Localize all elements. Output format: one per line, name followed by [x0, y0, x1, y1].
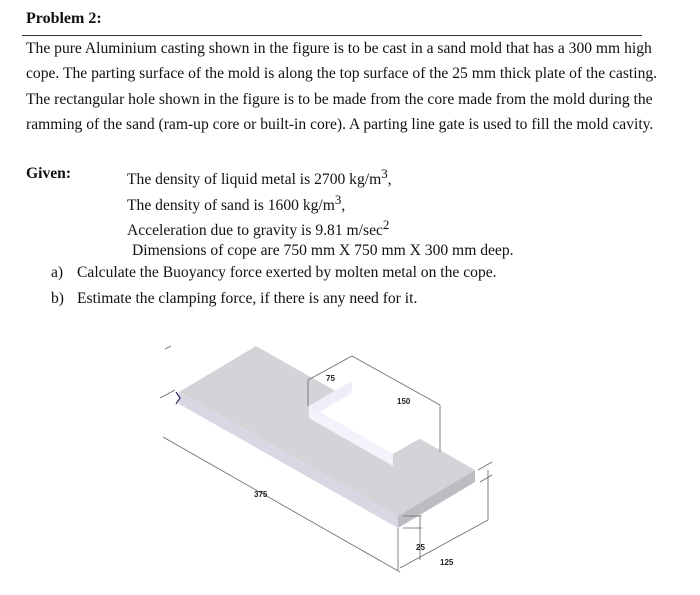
problem-statement: The pure Aluminium casting shown in the figure is to be cast in a sand mold that has a 300 mm high cope. The parting surface of the mold is along the top surface of the 25 mm thick plate of the casting. The rectangular hole shown in the figure is to be made from the core made from the mold during the ramming of the sand (ram-up core or built-in core). A parting line gate is used to fill the mold cavity.	[26, 40, 658, 133]
dim-25: 25	[416, 543, 425, 552]
given-cope-dimensions: Dimensions of cope are 750 mm X 750 mm X 300 mm deep.	[132, 241, 514, 259]
dim-75: 75	[326, 374, 335, 383]
given-list	[127, 161, 514, 263]
given-gravity: Acceleration due to gravity is 9.81 $m/\sec^2$	[127, 217, 390, 240]
question-a: a) Calculate the Buoyancy force exerted by molten metal on the cope.	[51, 264, 497, 281]
casting-figure	[150, 330, 650, 585]
question-b: b) Estimate the clamping force, if there is any need for it.	[51, 290, 418, 307]
given-sand-density: The density of sand is 1600 $kg/m^3$,	[127, 191, 346, 214]
dim-125: 125	[440, 558, 454, 567]
dim-150: 150	[397, 397, 411, 406]
dim-375: 375	[254, 490, 268, 499]
given-label: Given:	[26, 165, 72, 182]
given-liquid-density: The density of liquid metal is 2700 $kg/m^3$,	[127, 166, 392, 189]
problem-title: Problem 2:	[26, 10, 102, 27]
